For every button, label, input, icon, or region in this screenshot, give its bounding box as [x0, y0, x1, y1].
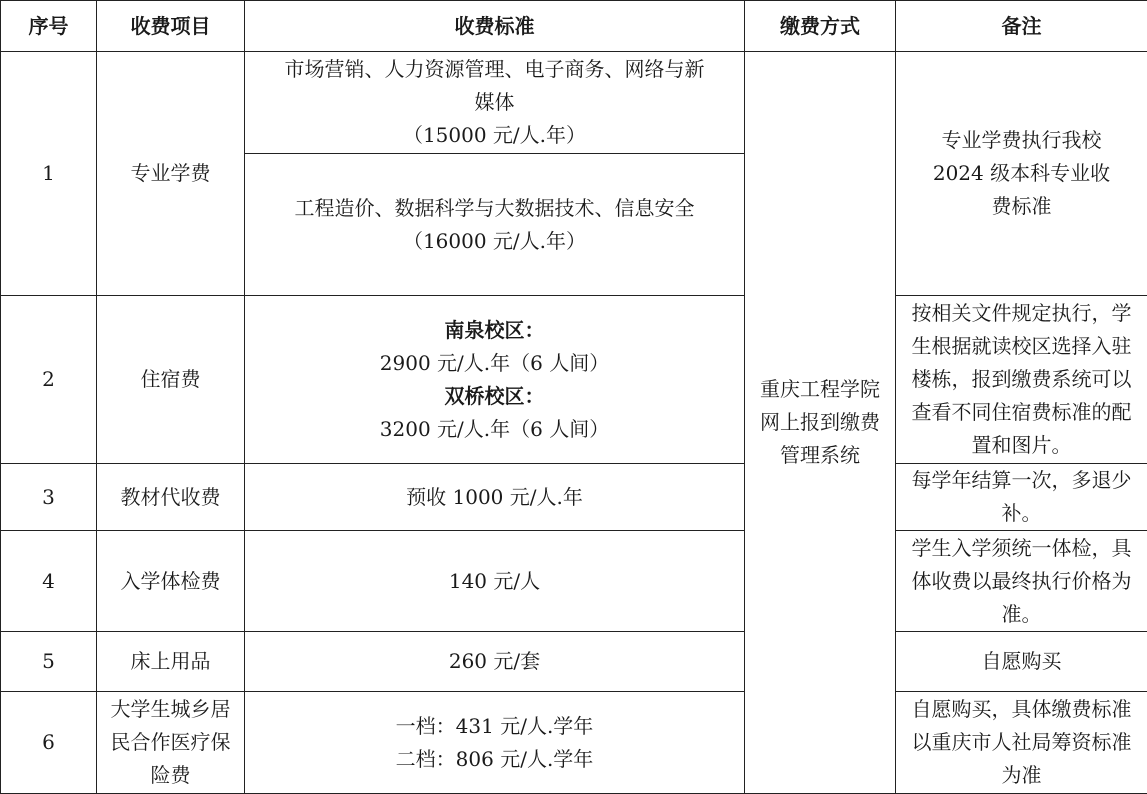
row1-standard-b	[245, 154, 745, 296]
payment-method: 重庆工程学院网上报到缴费管理系统	[745, 52, 896, 794]
row2-price1: 2900 元/人.年（6 人间）	[379, 350, 610, 375]
row6-item: 大学生城乡居民合作医疗保险费	[97, 692, 245, 794]
row2-campus1: 南泉校区：	[444, 317, 545, 342]
row4-item: 入学体检费	[97, 531, 245, 632]
row4-standard: 140 元/人	[245, 531, 745, 632]
table-row	[1, 464, 1147, 531]
row2-campus2: 双桥校区：	[444, 383, 545, 408]
row6-no: 6	[1, 692, 97, 794]
row4-no: 4	[1, 531, 97, 632]
row5-standard: 260 元/套	[245, 632, 745, 692]
row2-price2: 3200 元/人.年（6 人间）	[379, 416, 610, 441]
row5-no: 5	[1, 632, 97, 692]
row1-item: 专业学费	[97, 52, 245, 296]
table-row	[1, 531, 1147, 632]
row6-std-line2: 二档：806 元/人.学年	[395, 746, 594, 771]
header-row	[1, 1, 1147, 52]
row1-standard-a	[245, 52, 745, 154]
row3-standard: 预收 1000 元/人.年	[245, 464, 745, 531]
row5-note: 自愿购买	[896, 632, 1147, 692]
table-row	[1, 692, 1147, 794]
header-standard: 收费标准	[245, 1, 745, 52]
row4-note: 学生入学须统一体检，具体收费以最终执行价格为准。	[896, 531, 1147, 632]
row1-std-b-line1: 工程造价、数据科学与大数据技术、信息安全	[294, 195, 695, 220]
header-note: 备注	[896, 1, 1147, 52]
row1-std-b-price: （16000 元/人.年）	[402, 228, 587, 253]
table-row	[1, 296, 1147, 464]
row2-no: 2	[1, 296, 97, 464]
row1-std-a-line1: 市场营销、人力资源管理、电子商务、网络与新	[284, 57, 705, 81]
table-row	[1, 52, 1147, 154]
header-no: 序号	[1, 1, 97, 52]
row1-no: 1	[1, 52, 97, 296]
header-item: 收费项目	[97, 1, 245, 52]
row1-note: 专业学费执行我校2024 级本科专业收费标准	[896, 52, 1147, 296]
row3-no: 3	[1, 464, 97, 531]
row2-note: 按相关文件规定执行，学生根据就读校区选择入驻楼栋，报到缴费系统可以查看不同住宿费标准的配置和图片。	[896, 296, 1147, 464]
row3-note: 每学年结算一次，多退少补。	[896, 464, 1147, 531]
row1-std-a-price: （15000 元/人.年）	[402, 123, 587, 147]
header-method: 缴费方式	[745, 1, 896, 52]
row3-item: 教材代收费	[97, 464, 245, 531]
row2-standard	[245, 296, 745, 464]
row5-item: 床上用品	[97, 632, 245, 692]
row6-std-line1: 一档：431 元/人.学年	[395, 713, 594, 738]
row2-item: 住宿费	[97, 296, 245, 464]
row6-standard	[245, 692, 745, 794]
table-row	[1, 632, 1147, 692]
row6-note: 自愿购买，具体缴费标准以重庆市人社局筹资标准为准	[896, 692, 1147, 794]
row1-std-a-line2: 媒体	[474, 90, 515, 114]
